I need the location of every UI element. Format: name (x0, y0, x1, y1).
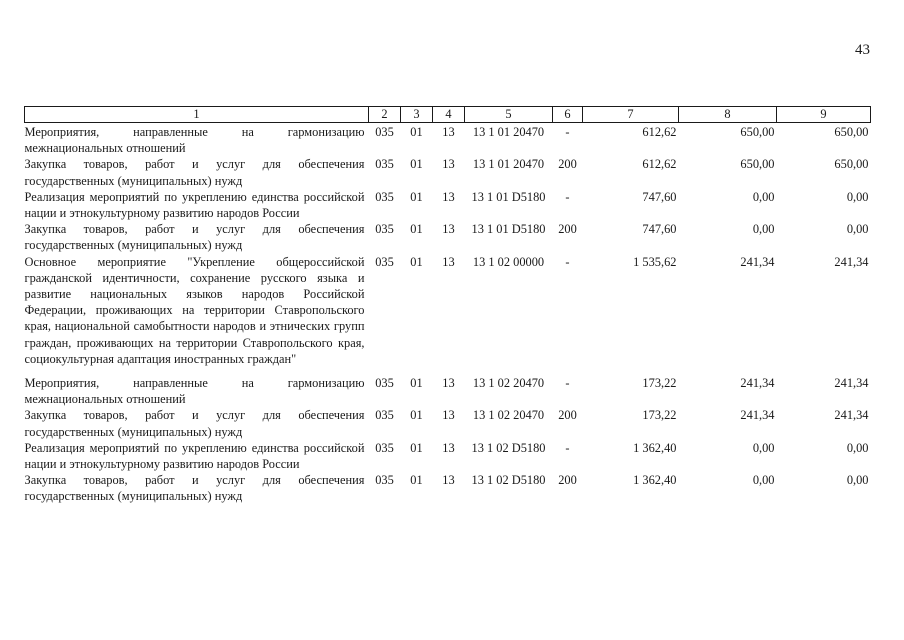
row-code-target: 13 1 01 D5180 (471, 189, 546, 204)
row-amount-col9: 241,34 (834, 408, 869, 423)
row-code-target: 13 1 02 00000 (472, 254, 545, 269)
row-code-section: 01 (410, 376, 423, 391)
row-description: Закупка товаров, работ и услуг для обеспечения государственных (муниципальных) нужд (24, 157, 365, 188)
row-code-section: 01 (410, 473, 423, 488)
row-amount-col8: 241,34 (740, 254, 775, 269)
row-amount-col7: 747,60 (642, 222, 677, 237)
row-code-target: 13 1 02 D5180 (471, 473, 546, 488)
table-row (25, 254, 871, 375)
row-code-subsection: 13 (442, 408, 455, 423)
row-amount-col9: 241,34 (834, 376, 869, 391)
table-row (25, 375, 871, 407)
row-amount-col7: 173,22 (642, 376, 677, 391)
row-description: Мероприятия, направленные на гармонизацию межнациональных отношений (24, 125, 365, 156)
row-code-expense-type: - (565, 189, 570, 204)
row-amount-col8: 0,00 (752, 222, 775, 237)
row-code-section: 01 (410, 189, 423, 204)
page-number: 43 (855, 42, 870, 58)
row-code-expense-type: 200 (558, 157, 577, 172)
row-code-subsection: 13 (442, 157, 455, 172)
row-code-target: 13 1 01 20470 (472, 157, 545, 172)
row-code-expense-type: 200 (558, 473, 577, 488)
row-amount-col9: 0,00 (846, 440, 869, 455)
row-code-subsection: 13 (442, 222, 455, 237)
row-code-expense-type: 200 (558, 408, 577, 423)
row-code-subsection: 13 (442, 473, 455, 488)
column-header: 5 (465, 107, 553, 123)
table-row (25, 472, 871, 504)
row-amount-col8: 0,00 (752, 189, 775, 204)
row-amount-col7: 747,60 (642, 189, 677, 204)
row-code-section: 01 (410, 222, 423, 237)
row-description: Реализация мероприятий по укреплению единства российской нации и этнокультурному развитию народов России (24, 440, 365, 472)
row-code-expense-type: - (565, 125, 570, 139)
row-code-subsection: 13 (442, 189, 455, 204)
row-amount-col9: 650,00 (834, 157, 869, 172)
row-code-ministry: 035 (375, 222, 394, 237)
column-header: 2 (369, 107, 401, 123)
row-code-subsection: 13 (442, 254, 455, 269)
row-amount-col7: 1 535,62 (633, 254, 677, 269)
row-code-target: 13 1 02 20470 (472, 376, 545, 391)
row-code-ministry: 035 (375, 408, 394, 423)
row-amount-col8: 241,34 (740, 376, 775, 391)
column-header: 9 (777, 107, 871, 123)
row-code-ministry: 035 (375, 473, 394, 488)
row-code-target: 13 1 01 D5180 (471, 222, 546, 237)
table-row (25, 407, 871, 439)
row-code-expense-type: - (565, 376, 570, 391)
row-code-section: 01 (410, 408, 423, 423)
column-header: 8 (679, 107, 777, 123)
table-row (25, 156, 871, 188)
row-amount-col9: 0,00 (846, 189, 869, 204)
row-description: Закупка товаров, работ и услуг для обеспечения государственных (муниципальных) нужд (24, 408, 365, 439)
row-code-subsection: 13 (442, 440, 455, 455)
row-code-ministry: 035 (375, 189, 394, 204)
row-code-subsection: 13 (442, 376, 455, 391)
column-header: 3 (401, 107, 433, 123)
row-code-section: 01 (410, 440, 423, 455)
row-code-target: 13 1 01 20470 (472, 125, 545, 139)
row-amount-col9: 0,00 (846, 222, 869, 237)
row-code-subsection: 13 (442, 125, 455, 139)
column-header: 7 (583, 107, 679, 123)
row-description: Закупка товаров, работ и услуг для обеспечения государственных (муниципальных) нужд (24, 222, 365, 253)
row-amount-col8: 241,34 (740, 408, 775, 423)
row-code-expense-type: 200 (558, 222, 577, 237)
row-code-ministry: 035 (375, 440, 394, 455)
column-header: 1 (25, 107, 369, 123)
row-description: Основное мероприятие "Укрепление общероссийской гражданской идентичности, сохранение русского языка и развитие национальных языков народов Российской Федерации, проживающих на территории Ставропольского края, национальной самобытности народов и этнических групп граждан, проживающих на территории Ставропольского края, социокультурная адаптация иностранных граждан" (24, 254, 365, 366)
row-code-expense-type: - (565, 254, 570, 269)
row-amount-col9: 650,00 (834, 125, 869, 139)
row-description: Закупка товаров, работ и услуг для обеспечения государственных (муниципальных) нужд (24, 473, 365, 504)
budget-table-container (24, 106, 870, 505)
row-amount-col9: 241,34 (834, 254, 869, 269)
row-amount-col8: 0,00 (752, 473, 775, 488)
row-code-section: 01 (410, 254, 423, 269)
row-code-target: 13 1 02 D5180 (471, 440, 546, 455)
table-header-row (25, 107, 871, 123)
row-amount-col8: 650,00 (740, 125, 775, 139)
row-amount-col7: 1 362,40 (633, 473, 677, 488)
row-code-ministry: 035 (375, 254, 394, 269)
budget-table (24, 106, 871, 505)
row-description: Реализация мероприятий по укреплению единства российской нации и этнокультурному развитию народов России (24, 189, 365, 221)
row-code-ministry: 035 (375, 125, 394, 139)
table-row (25, 123, 871, 157)
row-code-ministry: 035 (375, 157, 394, 172)
row-code-ministry: 035 (375, 376, 394, 391)
column-header: 6 (553, 107, 583, 123)
row-amount-col7: 1 362,40 (633, 440, 677, 455)
table-row (25, 221, 871, 253)
row-code-expense-type: - (565, 440, 570, 455)
row-code-target: 13 1 02 20470 (472, 408, 545, 423)
table-row (25, 189, 871, 221)
row-amount-col9: 0,00 (846, 473, 869, 488)
row-amount-col8: 650,00 (740, 157, 775, 172)
row-amount-col7: 612,62 (642, 157, 677, 172)
row-code-section: 01 (410, 125, 423, 139)
table-row (25, 440, 871, 472)
row-amount-col7: 173,22 (642, 408, 677, 423)
row-description: Мероприятия, направленные на гармонизацию межнациональных отношений (24, 376, 365, 407)
row-code-section: 01 (410, 157, 423, 172)
row-amount-col7: 612,62 (642, 125, 677, 139)
column-header: 4 (433, 107, 465, 123)
row-amount-col8: 0,00 (752, 440, 775, 455)
